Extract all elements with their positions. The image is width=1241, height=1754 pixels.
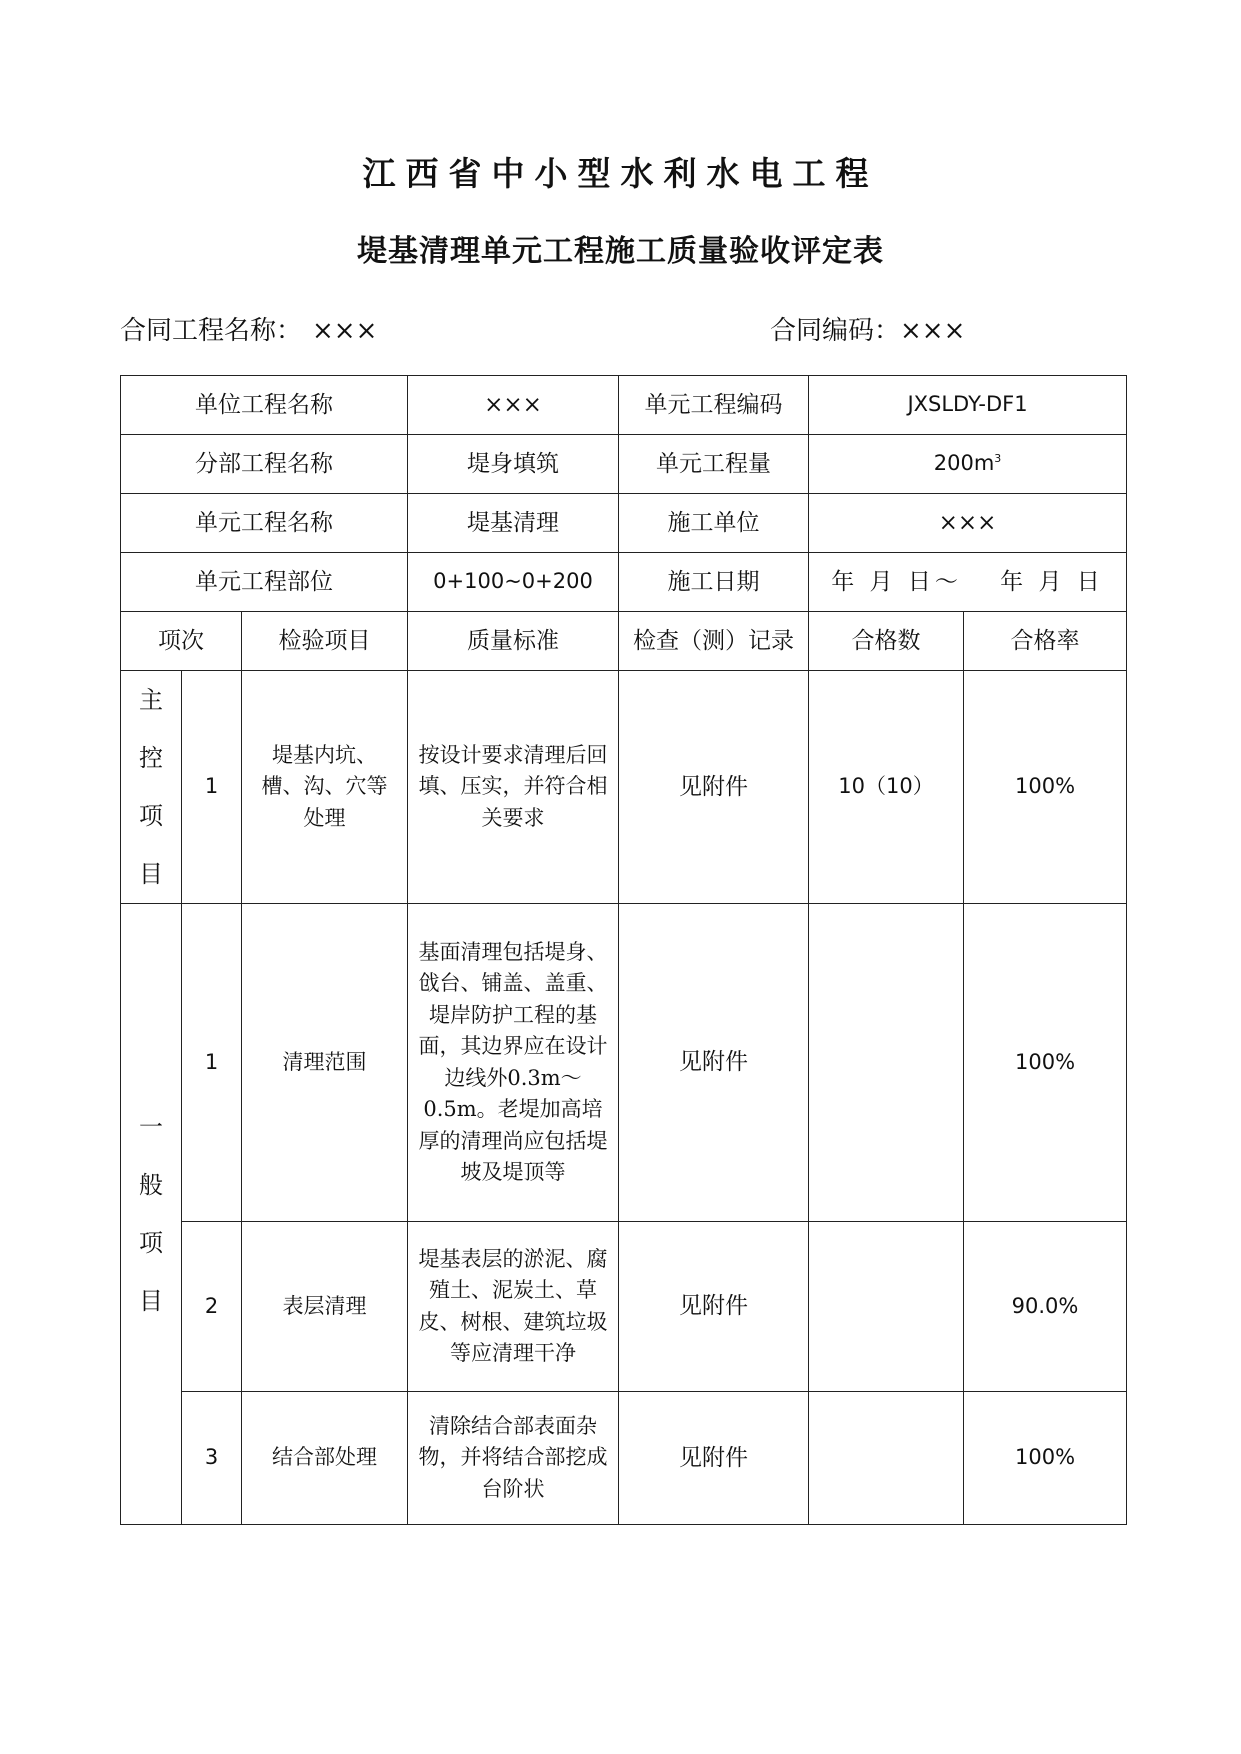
general-item-record-2: 见附件 [619, 1222, 809, 1392]
col-check-record: 检查（测）记录 [619, 612, 809, 671]
main-control-char-2: 控 [139, 744, 163, 772]
general-item-name-2: 表层清理 [242, 1222, 408, 1392]
contract-name-label: 合同工程名称： [120, 316, 303, 346]
general-item-count-3 [809, 1392, 964, 1525]
element-name-value: 堤基清理 [408, 494, 619, 553]
form-title: 堤基清理单元工程施工质量验收评定表 [357, 234, 884, 269]
general-item-name-1: 清理范围 [242, 904, 408, 1222]
document-title: 江西省中小型水利水电工程 [362, 154, 879, 193]
main-item-name: 堤基内坑、槽、沟、穴等处理 [242, 671, 408, 904]
element-quantity-unit-exponent: 3 [994, 452, 1002, 466]
main-item-record: 见附件 [619, 671, 809, 904]
general-row-2 [121, 1222, 1127, 1392]
info-row-division [121, 435, 1127, 494]
evaluation-table [120, 375, 1127, 1525]
col-pass-rate: 合格率 [964, 612, 1127, 671]
element-code-value: JXSLDY-DF1 [809, 376, 1127, 435]
element-name-label: 单元工程名称 [121, 494, 408, 553]
main-item-rate: 100% [964, 671, 1127, 904]
general-char-4: 目 [139, 1287, 163, 1315]
main-item-no: 1 [182, 671, 242, 904]
col-item-no: 项次 [121, 612, 242, 671]
general-row-3 [121, 1392, 1127, 1525]
general-char-1: 一 [139, 1113, 163, 1141]
main-item-standard: 按设计要求清理后回填、压实，并符合相关要求 [408, 671, 619, 904]
general-item-count-1 [809, 904, 964, 1222]
info-row-unit-project [121, 376, 1127, 435]
contract-name [120, 310, 377, 347]
general-item-rate-2: 90.0% [964, 1222, 1127, 1392]
element-quantity-label: 单元工程量 [619, 435, 809, 494]
general-char-2: 般 [139, 1171, 163, 1199]
element-quantity-number: 200m [933, 451, 995, 476]
general-item-no-3: 3 [182, 1392, 242, 1525]
construction-date-value: 年 月 日～ 年 月 日 [809, 553, 1127, 612]
info-row-location [121, 553, 1127, 612]
element-location-label: 单元工程部位 [121, 553, 408, 612]
contractor-value: ××× [809, 494, 1127, 553]
general-item-standard-1: 基面清理包括堤身、戗台、铺盖、盖重、堤岸防护工程的基面，其边界应在设计边线外0.3m～0.5m。老堤加高培厚的清理尚应包括堤坡及堤顶等 [408, 904, 619, 1222]
element-code-label: 单元工程编码 [619, 376, 809, 435]
general-item-record-1: 见附件 [619, 904, 809, 1222]
main-control-label [121, 671, 182, 904]
general-item-rate-3: 100% [964, 1392, 1127, 1525]
col-qualified-count: 合格数 [809, 612, 964, 671]
general-item-no-1: 1 [182, 904, 242, 1222]
main-control-char-1: 主 [139, 686, 163, 714]
col-inspection-item: 检验项目 [242, 612, 408, 671]
info-row-element [121, 494, 1127, 553]
general-item-no-2: 2 [182, 1222, 242, 1392]
general-item-standard-2: 堤基表层的淤泥、腐殖土、泥炭土、草皮、树根、建筑垃圾等应清理干净 [408, 1222, 619, 1392]
general-item-record-3: 见附件 [619, 1392, 809, 1525]
column-header-row [121, 612, 1127, 671]
contract-code [770, 310, 965, 347]
contract-name-value: ××× [312, 316, 378, 346]
contractor-label: 施工单位 [619, 494, 809, 553]
general-item-name-3: 结合部处理 [242, 1392, 408, 1525]
contract-code-value: ××× [900, 316, 966, 346]
contract-code-label: 合同编码： [770, 316, 901, 346]
division-name-value: 堤身填筑 [408, 435, 619, 494]
general-label [121, 904, 182, 1525]
main-item-count: 10（10） [809, 671, 964, 904]
general-char-3: 项 [139, 1229, 163, 1257]
main-control-char-4: 目 [139, 860, 163, 888]
general-row-1 [121, 904, 1127, 1222]
element-location-value: 0+100~0+200 [408, 553, 619, 612]
general-item-standard-3: 清除结合部表面杂物，并将结合部挖成台阶状 [408, 1392, 619, 1525]
main-control-row-1 [121, 671, 1127, 904]
main-control-char-3: 项 [139, 802, 163, 830]
element-quantity-value [809, 435, 1127, 494]
construction-date-label: 施工日期 [619, 553, 809, 612]
col-quality-standard: 质量标准 [408, 612, 619, 671]
general-item-count-2 [809, 1222, 964, 1392]
division-name-label: 分部工程名称 [121, 435, 408, 494]
unit-project-name-label: 单位工程名称 [121, 376, 408, 435]
unit-project-name-value: ××× [408, 376, 619, 435]
general-item-rate-1: 100% [964, 904, 1127, 1222]
